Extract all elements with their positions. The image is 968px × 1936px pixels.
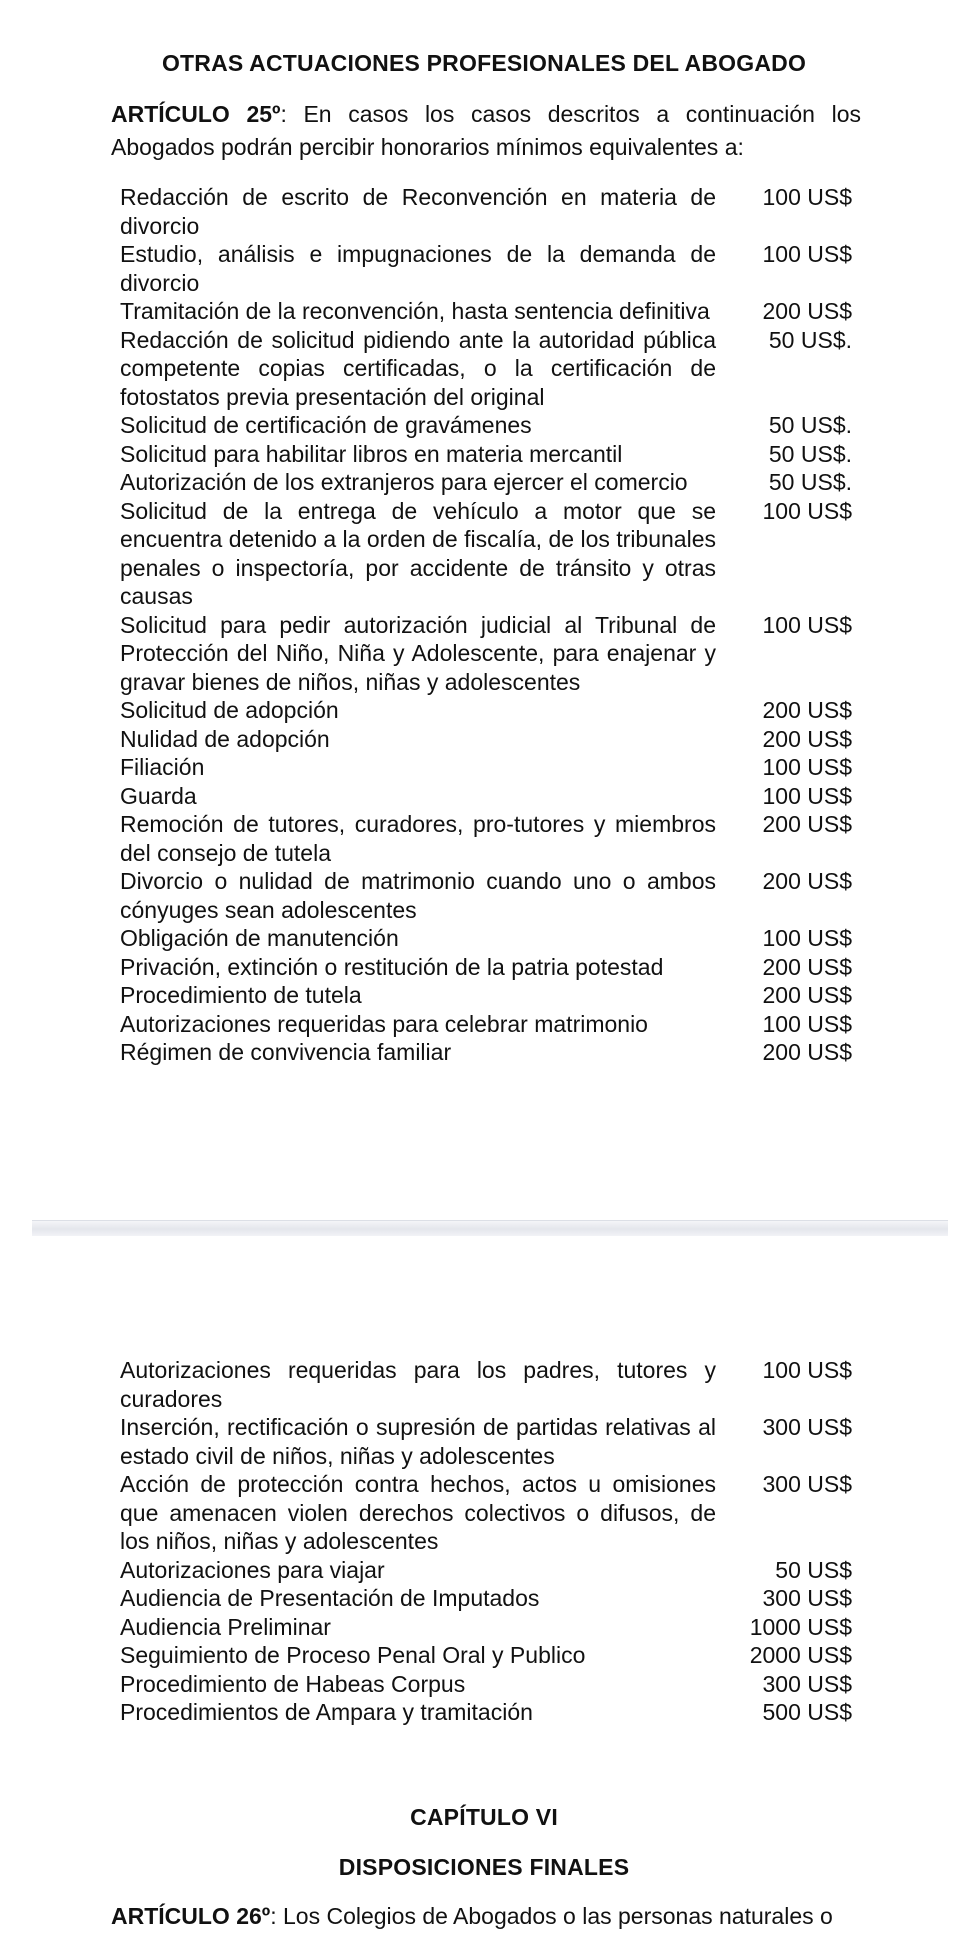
fee-description: Redacción de escrito de Reconvención en materia de divorcio — [120, 184, 716, 239]
fee-amount: 300 US$ — [762, 1585, 852, 1611]
fee-row — [120, 497, 852, 611]
fee-amount: 50 US$. — [768, 412, 852, 438]
fee-description: Solicitud de la entrega de vehículo a motor que se encuentra detenido a la orden de fiscalía, de los tribunales penales o inspectoría, por accidente de tránsito y otras causas — [120, 497, 716, 609]
fee-amount: 300 US$ — [762, 1471, 852, 1497]
fee-description: Solicitud de adopción — [120, 697, 339, 723]
fee-row — [120, 1698, 852, 1727]
fee-row — [120, 183, 852, 240]
fee-amount: 200 US$ — [762, 982, 852, 1008]
fee-row — [120, 981, 852, 1010]
fee-row — [120, 468, 852, 497]
fee-row — [120, 1670, 852, 1699]
fee-amount: 200 US$ — [762, 298, 852, 324]
fee-description: Nulidad de adopción — [120, 725, 330, 752]
fee-description: Inserción, rectificación o supresión de partidas relativas al estado civil de niños, niñas y adolescentes — [120, 1414, 716, 1469]
article-26-paragraph — [111, 1900, 861, 1933]
fee-amount: 200 US$ — [762, 1039, 852, 1065]
fee-description: Solicitud para pedir autorización judicial al Tribunal de Protección del Niño, Niña y Adolescente, para enajenar y gravar bienes de niños, niñas y adolescentes — [120, 611, 716, 695]
fee-amount: 100 US$ — [762, 754, 852, 780]
chapter-title: CAPÍTULO VI — [410, 1804, 558, 1830]
fee-amount: 1000 US$ — [749, 1613, 852, 1640]
fee-table-body — [120, 183, 852, 1067]
fee-row — [120, 953, 852, 982]
fee-description: Procedimiento de Habeas Corpus — [120, 1670, 466, 1697]
fee-amount: 100 US$ — [762, 241, 852, 267]
fee-row — [120, 696, 852, 725]
fee-row — [120, 1613, 852, 1642]
fee-row — [120, 1413, 852, 1470]
fee-row — [120, 725, 852, 754]
fee-description: Divorcio o nulidad de matrimonio cuando uno o ambos cónyuges sean adolescentes — [120, 868, 716, 923]
fee-amount: 200 US$ — [762, 868, 852, 894]
fee-amount: 100 US$ — [762, 925, 852, 951]
fee-amount: 500 US$ — [762, 1699, 852, 1725]
fee-row — [120, 1470, 852, 1556]
section-title: DISPOSICIONES FINALES — [338, 1854, 630, 1880]
fee-row — [120, 440, 852, 469]
document-page-2 — [0, 1236, 968, 1936]
fee-amount: 100 US$ — [762, 1357, 852, 1383]
fee-description: Privación, extinción o restitución de la patria potestad — [120, 953, 664, 980]
fee-table-body — [120, 1356, 852, 1727]
fee-amount: 50 US$. — [768, 326, 852, 353]
fee-amount: 200 US$ — [762, 811, 852, 837]
fee-row — [120, 1556, 852, 1585]
fee-description: Autorizaciones requeridas para celebrar matrimonio — [120, 1010, 648, 1037]
article-25-paragraph — [111, 98, 861, 164]
fee-amount: 300 US$ — [762, 1414, 852, 1440]
fee-row — [120, 1584, 852, 1613]
fee-amount: 50 US$. — [768, 440, 852, 467]
fee-amount: 50 US$ — [775, 1556, 852, 1583]
fee-description: Remoción de tutores, curadores, pro-tutores y miembros del consejo de tutela — [120, 811, 716, 866]
fee-row — [120, 924, 852, 953]
fee-row — [120, 297, 852, 326]
fee-row — [120, 810, 852, 867]
fee-description: Autorización de los extranjeros para ejercer el comercio — [120, 469, 688, 495]
article-25-label: ARTÍCULO 25º — [111, 101, 281, 127]
fee-description: Autorizaciones para viajar — [120, 1556, 385, 1583]
fee-amount: 100 US$ — [762, 611, 852, 638]
fee-amount: 2000 US$ — [749, 1642, 852, 1668]
fee-amount: 200 US$ — [762, 725, 852, 752]
fee-row — [120, 1641, 852, 1670]
article-25-text: : En casos los casos descritos a continuación los Abogados podrán percibir honorarios mínimos equivalentes a: — [111, 101, 861, 160]
fee-description: Régimen de convivencia familiar — [120, 1039, 452, 1065]
fee-table-page-2 — [120, 1356, 852, 1727]
fee-description: Obligación de manutención — [120, 925, 399, 951]
fee-row — [120, 1356, 852, 1413]
fee-row — [120, 411, 852, 440]
fee-description: Solicitud de certificación de gravámenes — [120, 412, 532, 438]
fee-description: Acción de protección contra hechos, actos u omisiones que amenacen violen derechos colectivos o difusos, de los niños, niñas y adolescentes — [120, 1471, 716, 1554]
fee-amount: 100 US$ — [762, 782, 852, 809]
fee-description: Audiencia Preliminar — [120, 1613, 331, 1640]
fee-description: Filiación — [120, 754, 205, 780]
fee-amount: 50 US$. — [768, 469, 852, 495]
fee-amount: 200 US$ — [762, 697, 852, 723]
fee-amount: 100 US$ — [762, 184, 852, 210]
fee-description: Procedimientos de Ampara y tramitación — [120, 1699, 533, 1725]
fee-row — [120, 1038, 852, 1067]
fee-description: Autorizaciones requeridas para los padres, tutores y curadores — [120, 1357, 716, 1412]
fee-description: Audiencia de Presentación de Imputados — [120, 1585, 540, 1611]
fee-row — [120, 240, 852, 297]
fee-amount: 200 US$ — [762, 953, 852, 980]
fee-row — [120, 611, 852, 697]
fee-description: Procedimiento de tutela — [120, 982, 362, 1008]
document-title: OTRAS ACTUACIONES PROFESIONALES DEL ABOGADO — [161, 50, 807, 76]
article-26-label: ARTÍCULO 26º — [111, 1903, 271, 1929]
fee-amount: 100 US$ — [762, 1010, 852, 1037]
fee-row — [120, 326, 852, 412]
fee-description: Solicitud para habilitar libros en materia mercantil — [120, 440, 623, 467]
fee-row — [120, 1010, 852, 1039]
fee-row — [120, 753, 852, 782]
fee-amount: 100 US$ — [762, 497, 852, 524]
fee-table-page-1 — [120, 183, 852, 1067]
fee-row — [120, 782, 852, 811]
fee-row — [120, 867, 852, 924]
fee-description: Seguimiento de Proceso Penal Oral y Publico — [120, 1642, 586, 1668]
fee-description: Estudio, análisis e impugnaciones de la demanda de divorcio — [120, 241, 716, 296]
fee-description: Guarda — [120, 782, 197, 809]
fee-description: Tramitación de la reconvención, hasta sentencia definitiva — [120, 298, 710, 324]
article-26-text: : Los Colegios de Abogados o las personas naturales o — [270, 1903, 833, 1929]
fee-description: Redacción de solicitud pidiendo ante la autoridad pública competente copias certificadas, o la certificación de fotostatos previa presentación del original — [120, 326, 716, 410]
fee-amount: 300 US$ — [762, 1670, 852, 1697]
